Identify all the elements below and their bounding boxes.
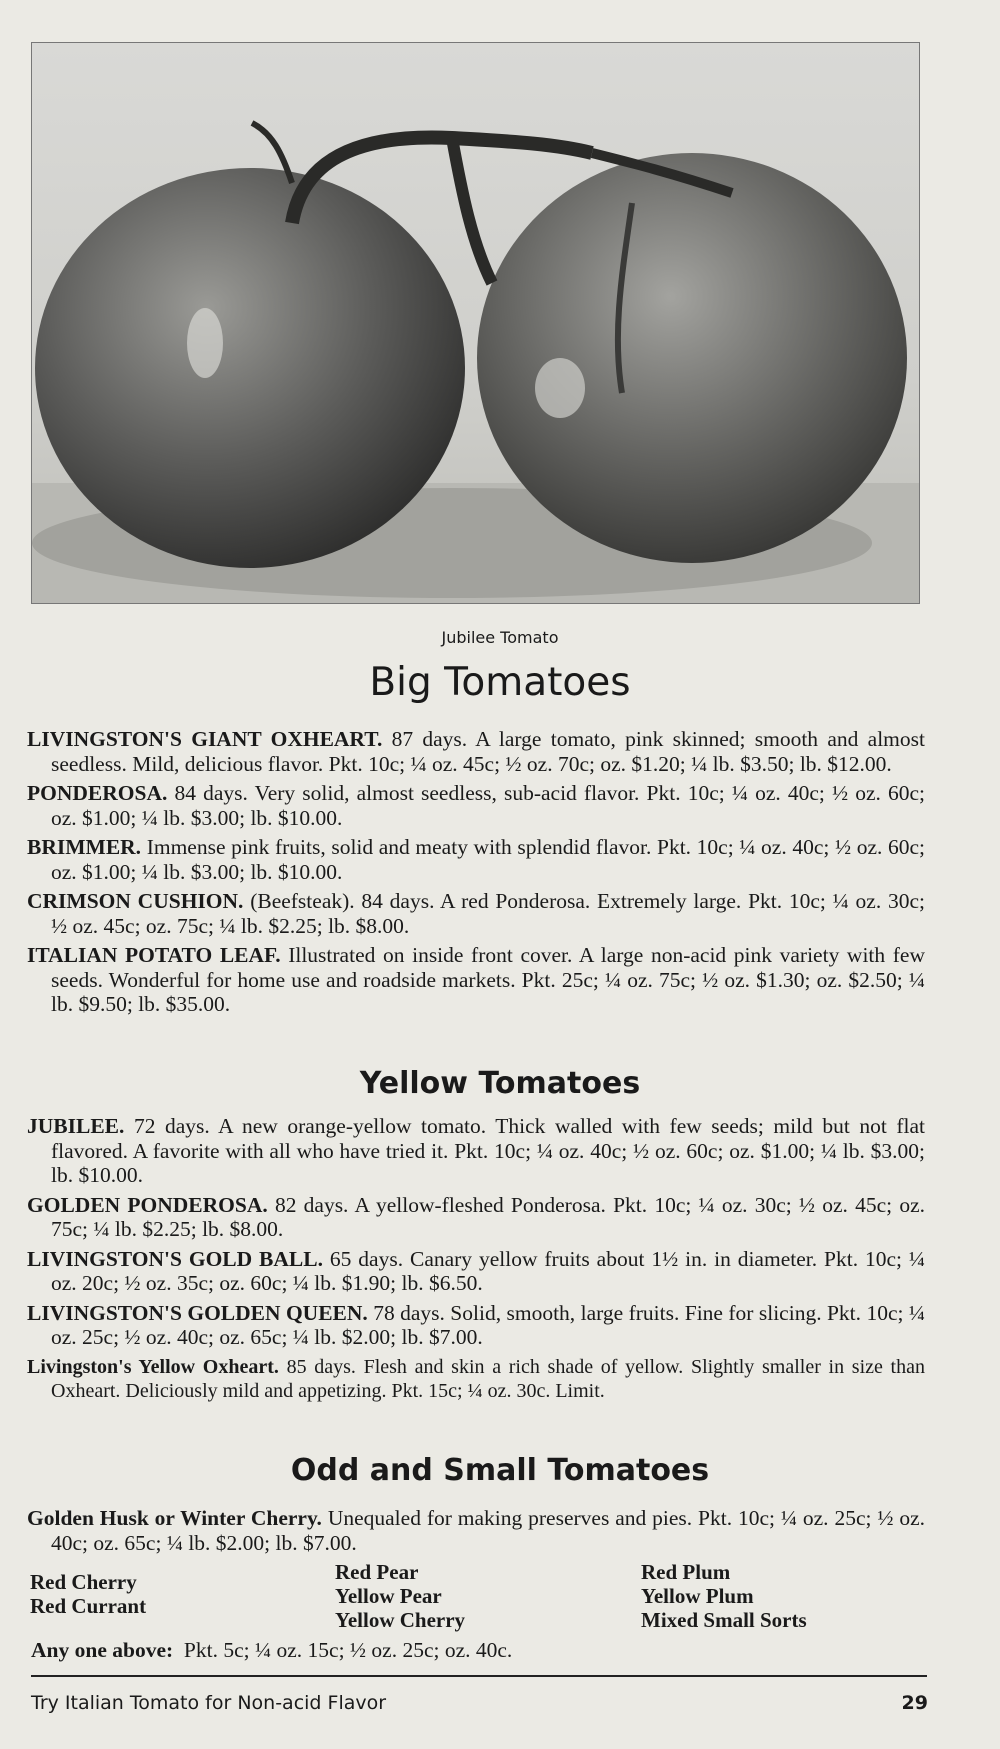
variety-name: Mixed Small Sorts [641,1608,807,1632]
big-tomatoes-list [27,727,925,1022]
variety-name: Golden Husk or Winter Cherry. [27,1506,322,1530]
list-item [27,1193,925,1242]
variety-name: Red Plum [641,1560,731,1584]
small-sorts-grid [30,1560,910,1635]
variety-name: Red Cherry [30,1570,137,1594]
variety-name: Livingston's Yellow Oxheart. [27,1355,279,1378]
variety-name: BRIMMER. [27,835,142,859]
list-item [27,835,925,884]
small-sorts-column [335,1560,465,1632]
list-item [27,781,925,830]
page-number: 29 [901,1692,928,1714]
variety-description: Illustrated on inside front cover. A large non-acid pink variety with few seeds. Wonderful for home use and roadside markets. Pkt. 25c; ¼ oz. 75c; ½ oz. $1.30; oz. $2.50; ¼ lb. $9.50; lb. $35.00. [51,943,925,1016]
variety-name: LIVINGSTON'S GOLDEN QUEEN. [27,1300,368,1325]
list-item [27,1355,925,1404]
footer-tagline: Try Italian Tomato for Non-acid Flavor [31,1692,387,1714]
variety-description: 72 days. A new orange-yellow tomato. Thick walled with few seeds; mild but not flat flavored. A favorite with all who have tried it. Pkt. 10c; ¼ oz. 40c; ½ oz. 60c; oz. $1.00; ¼ lb. $3.00; lb. $10.00. [51,1114,926,1187]
list-item [27,943,925,1017]
variety-name: Yellow Pear [335,1584,442,1608]
list-item [27,1114,925,1188]
variety-description: 82 days. A yellow-fleshed Ponderosa. Pkt. 10c; ¼ oz. 30c; ½ oz. 45c; oz. 75c; ¼ lb. $2.25; lb. $8.00. [51,1192,926,1241]
list-item [27,1247,925,1296]
variety-description: 84 days. Very solid, almost seedless, sub-acid flavor. Pkt. 10c; ¼ oz. 40c; ½ oz. 60c; oz. $1.00; ¼ lb. $3.00; lb. $10.00. [51,781,925,830]
variety-name: LIVINGSTON'S GIANT OXHEART. [27,727,383,751]
variety-name: Yellow Cherry [335,1608,466,1632]
variety-description: 87 days. A large tomato, pink skinned; smooth and almost seedless. Mild, delicious flavor. Pkt. 10c; ¼ oz. 45c; ½ oz. 70c; oz. $1.20; ¼ lb. $3.50; lb. $12.00. [51,727,925,776]
variety-description: (Beefsteak). 84 days. A red Ponderosa. Extremely large. Pkt. 10c; ¼ oz. 30c; ½ oz. 45c; oz. 75c; ¼ lb. $2.25; lb. $8.00. [51,889,925,938]
variety-name: JUBILEE. [27,1114,125,1138]
variety-name: ITALIAN POTATO LEAF. [27,943,281,967]
list-item [27,1301,925,1350]
jubilee-tomato-photo [31,42,920,604]
list-item [27,727,925,776]
any-one-price-list: Pkt. 5c; ¼ oz. 15c; ½ oz. 25c; oz. 40c. [183,1638,513,1662]
variety-description: 65 days. Canary yellow fruits about 1½ in. in diameter. Pkt. 10c; ¼ oz. 20c; ½ oz. 35c; oz. 60c; ¼ lb. $1.90; lb. $6.50. [51,1246,926,1295]
yellow-tomatoes-list [27,1114,925,1409]
footer-divider [31,1675,927,1677]
variety-name: Red Pear [335,1560,419,1584]
section-title-big-tomatoes: Big Tomatoes [369,660,631,705]
variety-name: LIVINGSTON'S GOLD BALL. [27,1246,323,1271]
variety-name: Red Currant [30,1594,147,1618]
photo-caption: Jubilee Tomato [441,628,559,647]
variety-name: PONDEROSA. [27,781,168,805]
variety-description: 85 days. Flesh and skin a rich shade of yellow. Slightly smaller in size than Oxheart. Deliciously mild and appetizing. Pkt. 15c; ¼ oz. 30c. Limit. [51,1355,925,1402]
variety-name: Yellow Plum [641,1584,754,1608]
variety-description: 78 days. Solid, smooth, large fruits. Fine for slicing. Pkt. 10c; ¼ oz. 25c; ½ oz. 40c; oz. 65c; ¼ lb. $2.00; lb. $7.00. [51,1300,925,1349]
small-sorts-column [641,1560,807,1632]
list-item [27,1506,925,1555]
small-sorts-column [30,1570,146,1618]
variety-name: GOLDEN PONDEROSA. [27,1192,268,1217]
any-one-label: Any one above: [31,1638,174,1662]
variety-name: CRIMSON CUSHION. [27,889,244,913]
tomato-illustration [32,43,919,603]
list-item [27,889,925,938]
any-one-above-prices [31,1638,512,1663]
odd-small-tomatoes-list [27,1506,925,1560]
section-title-odd-small-tomatoes: Odd and Small Tomatoes [290,1453,710,1488]
variety-description: Unequaled for making preserves and pies. Pkt. 10c; ¼ oz. 25c; ½ oz. 40c; oz. 65c; ¼ lb. $2.00; lb. $7.00. [51,1506,926,1555]
section-title-yellow-tomatoes: Yellow Tomatoes [359,1066,641,1101]
variety-description: Immense pink fruits, solid and meaty with splendid flavor. Pkt. 10c; ¼ oz. 40c; ½ oz. 60c; oz. $1.00; ¼ lb. $3.00; lb. $10.00. [51,835,925,884]
